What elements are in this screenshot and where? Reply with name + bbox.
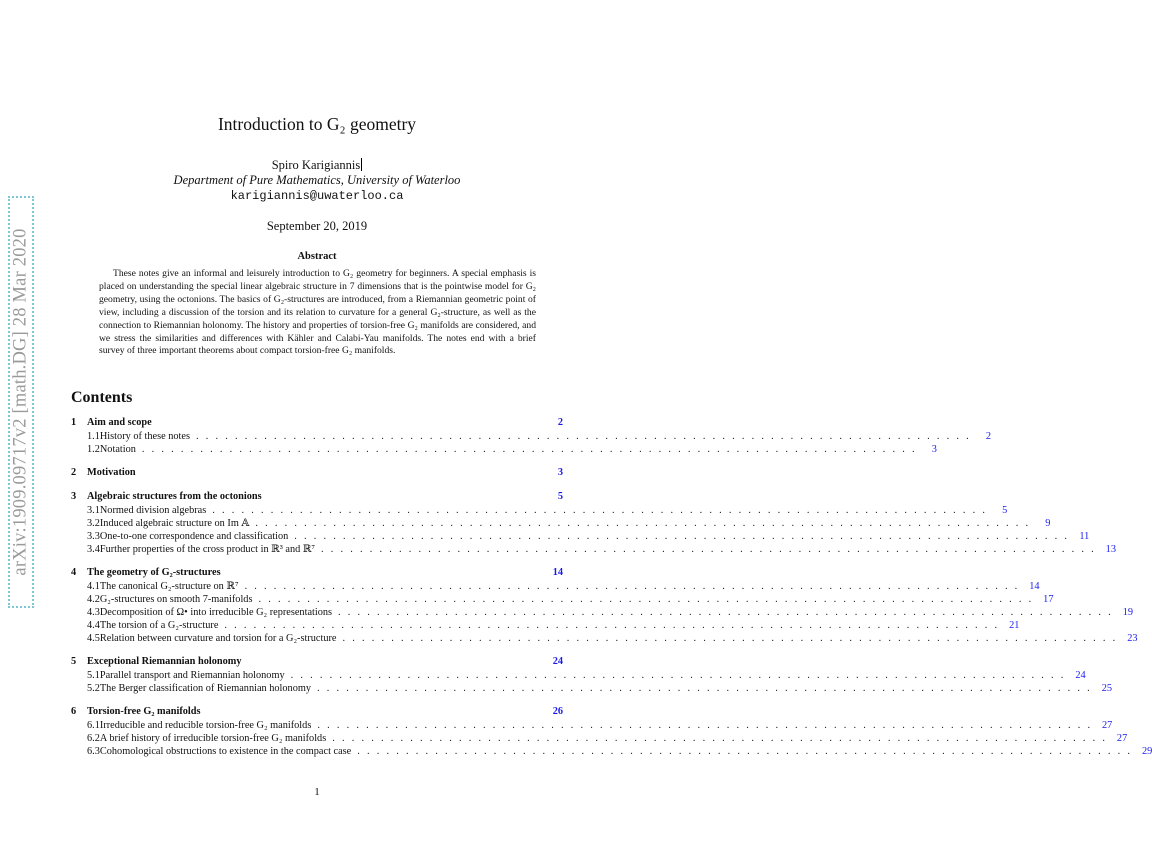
toc-subsection-number: 3.2 (87, 518, 100, 529)
toc-leader-dots: . . . . . . . . . . . . . . . . . . . . . . . . . . . . . . . . . . . . . . . . . . . . . . . . . . . . . . . . . . . . . . . . . . . . . . . . . . . . . . . . (224, 620, 1000, 631)
contents-heading: Contents (71, 389, 133, 406)
toc-page-link[interactable]: 29 (1141, 746, 1152, 757)
toc-page-link[interactable]: 27 (1102, 720, 1113, 731)
toc-leader-dots: . . . . . . . . . . . . . . . . . . . . . . . . . . . . . . . . . . . . . . . . . . . . . . . . . . . . . . . . . . . . . . . . . . . . . . . . . . . . . . . . (244, 581, 1020, 592)
toc-page-link[interactable]: 3 (557, 467, 563, 478)
toc-section-title: The geometry of G₂-structures (87, 567, 221, 578)
abstract-heading: Abstract (297, 251, 337, 262)
toc-section-number: 3 (71, 491, 77, 502)
toc-section-title: Algebraic structures from the octonions (87, 491, 262, 502)
toc-page-link[interactable]: 9 (1045, 518, 1051, 529)
toc-leader-dots: . . . . . . . . . . . . . . . . . . . . . . . . . . . . . . . . . . . . . . . . . . . . . . . . . . . . . . . . . . . . . . . . . . . . . . . . . . . . . . . . (357, 746, 1133, 757)
toc-subsection-number: 1.1 (87, 431, 100, 442)
toc-leader-dots: . . . . . . . . . . . . . . . . . . . . . . . . . . . . . . . . . . . . . . . . . . . . . . . . . . . . . . . . . . . . . . . . . . . . . . . . . . . . . . . . (212, 505, 988, 516)
toc-subsection[interactable] (71, 443, 937, 456)
toc-page-link[interactable]: 2 (557, 417, 563, 428)
toc-page-link[interactable]: 17 (1043, 594, 1054, 605)
toc-subsection-title: One-to-one correspondence and classification (99, 531, 289, 542)
toc-page-link[interactable]: 3 (931, 444, 937, 455)
toc-subsection-title: A brief history of irreducible torsion-free G₂ manifolds (99, 733, 327, 744)
toc-leader-dots: . . . . . . . . . . . . . . . . . . . . . . . . . . . . . . . . . . . . . . . . . . . . . . . . . . . . . . . . . . . . . . . . . . . . . . . . . . . . . . . . (317, 720, 1093, 731)
toc-section[interactable] (71, 655, 563, 669)
toc-leader-dots: . . . . . . . . . . . . . . . . . . . . . . . . . . . . . . . . . . . . . . . . . . . . . . . . . . . . . . . . . . . . . . . . . . . . . . . . . . . . . . . . (141, 444, 917, 455)
toc-page-link[interactable]: 23 (1127, 633, 1138, 644)
toc-leader-dots: . . . . . . . . . . . . . . . . . . . . . . . . . . . . . . . . . . . . . . . . . . . . . . . . . . . . . . . . . . . . . . . . . . . . . . . . . . . . . . . . (290, 670, 1066, 681)
toc-subsection-number: 4.2 (87, 594, 100, 605)
toc-subsection[interactable] (71, 619, 1020, 632)
toc-section-title: Motivation (87, 467, 136, 478)
table-of-contents (71, 416, 1152, 758)
toc-section-title: Torsion-free G₂ manifolds (87, 706, 201, 717)
author-line (0, 158, 634, 173)
toc-subsection-title: Relation between curvature and torsion for a G₂-structure (99, 633, 337, 644)
toc-page-link[interactable]: 24 (1075, 670, 1086, 681)
toc-section-title: Aim and scope (87, 417, 152, 428)
toc-subsection-number: 5.1 (87, 670, 100, 681)
toc-subsection-title: The Berger classification of Riemannian holonomy (99, 683, 312, 694)
toc-subsection-number: 4.4 (87, 620, 100, 631)
toc-page-link[interactable]: 27 (1116, 733, 1128, 744)
toc-page-link[interactable]: 5 (1002, 505, 1008, 516)
paper-date: September 20, 2019 (266, 219, 368, 233)
toc-subsection-title: Induced algebraic structure on Im 𝔸 (99, 518, 250, 529)
arxiv-stamp[interactable]: arXiv:1909.09717v2 [math.DG] 28 Mar 2020 (10, 228, 31, 576)
toc-subsection[interactable] (71, 430, 991, 443)
toc-subsection-title: Notation (99, 444, 136, 455)
toc-page-link[interactable]: 2 (985, 431, 991, 442)
toc-subsection-number: 3.1 (87, 505, 100, 516)
toc-subsection[interactable] (71, 593, 1054, 606)
toc-subsection-title: Parallel transport and Riemannian holonomy (99, 670, 285, 681)
toc-section[interactable] (71, 566, 563, 580)
toc-section-number: 2 (71, 467, 77, 478)
toc-section-number: 6 (71, 706, 77, 717)
toc-subsection[interactable] (71, 606, 1134, 619)
toc-subsection-title: G₂-structures on smooth 7-manifolds (99, 594, 253, 605)
toc-section-number: 4 (71, 567, 77, 578)
toc-subsection-title: Irreducible and reducible torsion-free G₂ manifolds (99, 720, 312, 731)
toc-subsection-title: Normed division algebras (99, 505, 207, 516)
toc-subsection-title: Decomposition of Ω• into irreducible G₂ representations (99, 607, 333, 618)
author-name: Spiro Karigiannis (271, 158, 361, 172)
toc-page-link[interactable]: 25 (1101, 683, 1113, 694)
toc-subsection[interactable] (71, 682, 1113, 695)
toc-subsection-number: 4.5 (87, 633, 100, 644)
toc-subsection-number: 1.2 (87, 444, 100, 455)
toc-page-link[interactable]: 26 (552, 706, 563, 717)
toc-subsection-number: 4.1 (87, 581, 100, 592)
toc-subsection[interactable] (71, 632, 1138, 645)
toc-subsection[interactable] (71, 580, 1040, 593)
toc-page-link[interactable]: 11 (1079, 531, 1090, 542)
toc-subsection[interactable] (71, 719, 1113, 732)
toc-leader-dots: . . . . . . . . . . . . . . . . . . . . . . . . . . . . . . . . . . . . . . . . . . . . . . . . . . . . . . . . . . . . . . . . . . . . . . . . . . . . . . . . (342, 633, 1118, 644)
toc-subsection-number: 3.3 (87, 531, 100, 542)
toc-subsection-number: 6.1 (87, 720, 100, 731)
toc-subsection-title: The canonical G₂-structure on ℝ⁷ (99, 581, 239, 592)
toc-section[interactable] (71, 466, 563, 480)
toc-section-number: 5 (71, 656, 77, 667)
toc-leader-dots: . . . . . . . . . . . . . . . . . . . . . . . . . . . . . . . . . . . . . . . . . . . . . . . . . . . . . . . . . . . . . . . . . . . . . . . . . . . . . . . . (338, 607, 1114, 618)
author-email[interactable]: karigiannis@uwaterloo.ca (230, 189, 404, 203)
toc-subsection-number: 4.3 (87, 607, 100, 618)
toc-page-link[interactable]: 5 (557, 491, 563, 502)
toc-page-link[interactable]: 19 (1122, 607, 1134, 618)
affiliation: Department of Pure Mathematics, University of Waterloo (173, 173, 461, 187)
toc-section[interactable] (71, 490, 563, 504)
paper-title: Introduction to G₂ geometry (217, 114, 417, 134)
abstract-text: These notes give an informal and leisurely introduction to G₂ geometry for beginners. A special emphasis is placed on understanding the special linear algebraic structure in 7 dimensions that is the pointwise model for G₂ geometry, using the octonions. The basics of G₂-structures are introduced, from a Riemannian geometric point of view, including a discussion of the torsion and its relation to curvature for a general G₂-structure, as well as the connection to Riemannian holonomy. The history and properties of torsion-free G₂ manifolds are considered, and we stress the similarities and differences with Kähler and Calabi-Yau manifolds. The notes end with a brief survey of three important theorems about compact torsion-free G₂ manifolds. (99, 268, 536, 357)
toc-subsection[interactable] (71, 517, 1051, 530)
toc-page-link[interactable]: 14 (1029, 581, 1040, 592)
toc-section-number: 1 (71, 417, 77, 428)
toc-subsection[interactable] (71, 669, 1086, 682)
toc-section[interactable] (71, 416, 563, 430)
toc-subsection-title: History of these notes (99, 431, 190, 442)
toc-page-link[interactable]: 13 (1105, 544, 1116, 555)
toc-subsection-number: 6.2 (87, 733, 100, 744)
toc-page-link[interactable]: 24 (552, 656, 563, 667)
toc-leader-dots: . . . . . . . . . . . . . . . . . . . . . . . . . . . . . . . . . . . . . . . . . . . . . . . . . . . . . . . . . . . . . . . . . . . . . . . . . . . . . . . . (195, 431, 971, 442)
toc-subsection[interactable] (71, 530, 1090, 543)
toc-leader-dots: . . . . . . . . . . . . . . . . . . . . . . . . . . . . . . . . . . . . . . . . . . . . . . . . . . . . . . . . . . . . . . . . . . . . . . . . . . . . . . . . (317, 683, 1093, 694)
toc-subsection-title: Cohomological obstructions to existence in the compact case (99, 746, 352, 757)
toc-page-link[interactable]: 14 (552, 567, 563, 578)
toc-subsection-number: 3.4 (87, 544, 100, 555)
toc-subsection[interactable] (71, 732, 1128, 745)
toc-leader-dots: . . . . . . . . . . . . . . . . . . . . . . . . . . . . . . . . . . . . . . . . . . . . . . . . . . . . . . . . . . . . . . . . . . . . . . . . . . . . . . . . (332, 733, 1108, 744)
text-cursor (361, 158, 362, 171)
toc-subsection-number: 5.2 (87, 683, 100, 694)
toc-subsection[interactable] (71, 543, 1116, 556)
toc-leader-dots: . . . . . . . . . . . . . . . . . . . . . . . . . . . . . . . . . . . . . . . . . . . . . . . . . . . . . . . . . . . . . . . . . . . . . . . . . . . . . . . . (320, 544, 1096, 555)
toc-section-title: Exceptional Riemannian holonomy (87, 656, 242, 667)
toc-section[interactable] (71, 705, 563, 719)
toc-subsection[interactable] (71, 745, 1152, 758)
toc-subsection-title: Further properties of the cross product in ℝ³ and ℝ⁷ (99, 544, 315, 555)
toc-leader-dots: . . . . . . . . . . . . . . . . . . . . . . . . . . . . . . . . . . . . . . . . . . . . . . . . . . . . . . . . . . . . . . . . . . . . . . . . . . . . . . . . (255, 518, 1031, 529)
page-number: 1 (314, 786, 320, 798)
toc-subsection-number: 6.3 (87, 746, 100, 757)
toc-leader-dots: . . . . . . . . . . . . . . . . . . . . . . . . . . . . . . . . . . . . . . . . . . . . . . . . . . . . . . . . . . . . . . . . . . . . . . . . . . . . . . . . (294, 531, 1070, 542)
toc-leader-dots: . . . . . . . . . . . . . . . . . . . . . . . . . . . . . . . . . . . . . . . . . . . . . . . . . . . . . . . . . . . . . . . . . . . . . . . . . . . . . . . . (258, 594, 1034, 605)
toc-subsection[interactable] (71, 504, 1008, 517)
toc-page-link[interactable]: 21 (1009, 620, 1020, 631)
toc-subsection-title: The torsion of a G₂-structure (99, 620, 219, 631)
